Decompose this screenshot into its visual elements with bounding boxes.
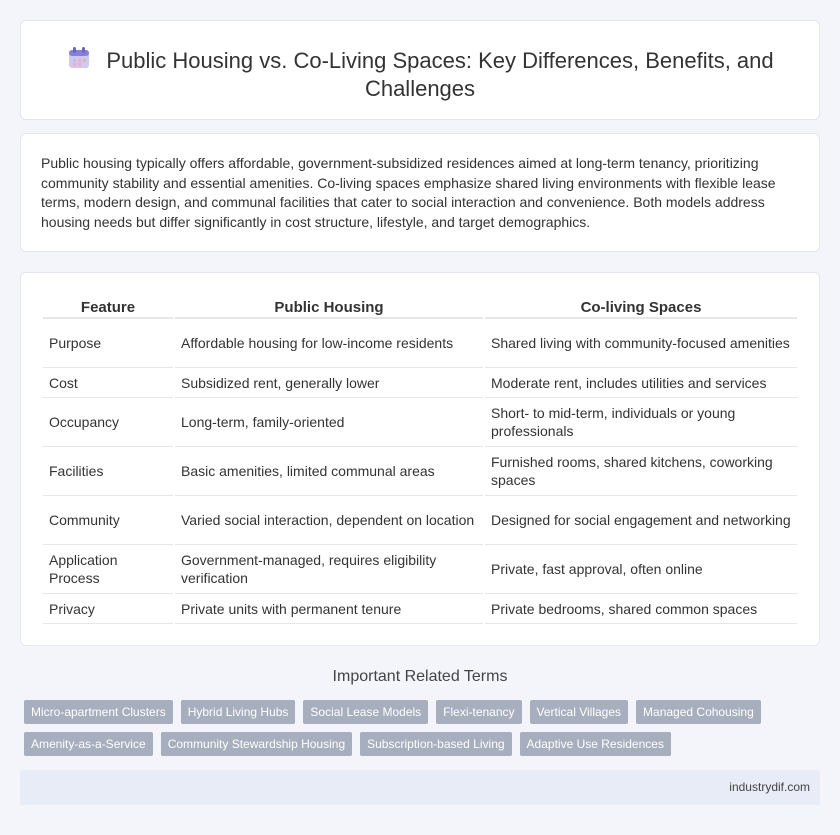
row-public-housing: Subsidized rent, generally lower <box>175 368 483 398</box>
calendar-icon <box>66 45 92 71</box>
related-term-tag[interactable]: Flexi-tenancy <box>436 700 521 724</box>
header-feature: Feature <box>43 297 173 319</box>
row-co-living: Designed for social engagement and networking <box>485 496 797 545</box>
row-co-living: Moderate rent, includes utilities and services <box>485 368 797 398</box>
row-feature: Cost <box>43 368 173 398</box>
comparison-table <box>41 297 799 624</box>
row-public-housing: Basic amenities, limited communal areas <box>175 447 483 496</box>
row-public-housing: Affordable housing for low-income residents <box>175 319 483 368</box>
related-term-tag[interactable]: Social Lease Models <box>303 700 428 724</box>
row-feature: Purpose <box>43 319 173 368</box>
row-public-housing: Private units with permanent tenure <box>175 594 483 624</box>
related-term-tag[interactable]: Adaptive Use Residences <box>520 732 671 756</box>
intro-paragraph: Public housing typically offers affordable, government-subsidized residences aimed at long-term tenancy, prioritizing community stability and essential amenities. Co-living spaces emphasize shared living environments with flexible lease terms, modern design, and communal facilities that cater to social interaction and convenience. Both models address housing needs but differ significantly in cost structure, lifestyle, and target demographics. <box>41 155 776 230</box>
row-feature: Community <box>43 496 173 545</box>
row-feature: Application Process <box>43 545 173 594</box>
table-row <box>43 368 797 398</box>
row-co-living: Furnished rooms, shared kitchens, coworking spaces <box>485 447 797 496</box>
row-feature: Facilities <box>43 447 173 496</box>
comparison-table-card <box>20 272 820 646</box>
row-co-living: Private bedrooms, shared common spaces <box>485 594 797 624</box>
title-wrap <box>61 45 779 103</box>
row-feature: Privacy <box>43 594 173 624</box>
table-header-row <box>43 297 797 319</box>
row-co-living: Private, fast approval, often online <box>485 545 797 594</box>
row-co-living: Shared living with community-focused amenities <box>485 319 797 368</box>
header-card <box>20 20 820 120</box>
related-term-tag[interactable]: Amenity-as-a-Service <box>24 732 153 756</box>
row-co-living: Short- to mid-term, individuals or young professionals <box>485 398 797 447</box>
table-row <box>43 594 797 624</box>
table-row <box>43 447 797 496</box>
row-feature: Occupancy <box>43 398 173 447</box>
row-public-housing: Long-term, family-oriented <box>175 398 483 447</box>
related-terms-list <box>24 700 804 756</box>
table-row <box>43 319 797 368</box>
footer-site-link[interactable]: industrydif.com <box>729 780 810 794</box>
related-term-tag[interactable]: Community Stewardship Housing <box>161 732 352 756</box>
related-term-tag[interactable]: Hybrid Living Hubs <box>181 700 296 724</box>
table-row <box>43 398 797 447</box>
table-row <box>43 545 797 594</box>
related-term-tag[interactable]: Subscription-based Living <box>360 732 511 756</box>
related-term-tag[interactable]: Micro-apartment Clusters <box>24 700 173 724</box>
related-terms-title: Important Related Terms <box>332 668 508 685</box>
intro-card <box>20 133 820 252</box>
header-co-living: Co-living Spaces <box>485 297 797 319</box>
footer <box>20 770 820 805</box>
page-title: Public Housing vs. Co-Living Spaces: Key Differences, Benefits, and Challenges <box>106 48 774 101</box>
row-public-housing: Varied social interaction, dependent on location <box>175 496 483 545</box>
table-row <box>43 496 797 545</box>
row-public-housing: Government-managed, requires eligibility verification <box>175 545 483 594</box>
related-term-tag[interactable]: Vertical Villages <box>530 700 629 724</box>
header-public-housing: Public Housing <box>175 297 483 319</box>
related-term-tag[interactable]: Managed Cohousing <box>636 700 761 724</box>
